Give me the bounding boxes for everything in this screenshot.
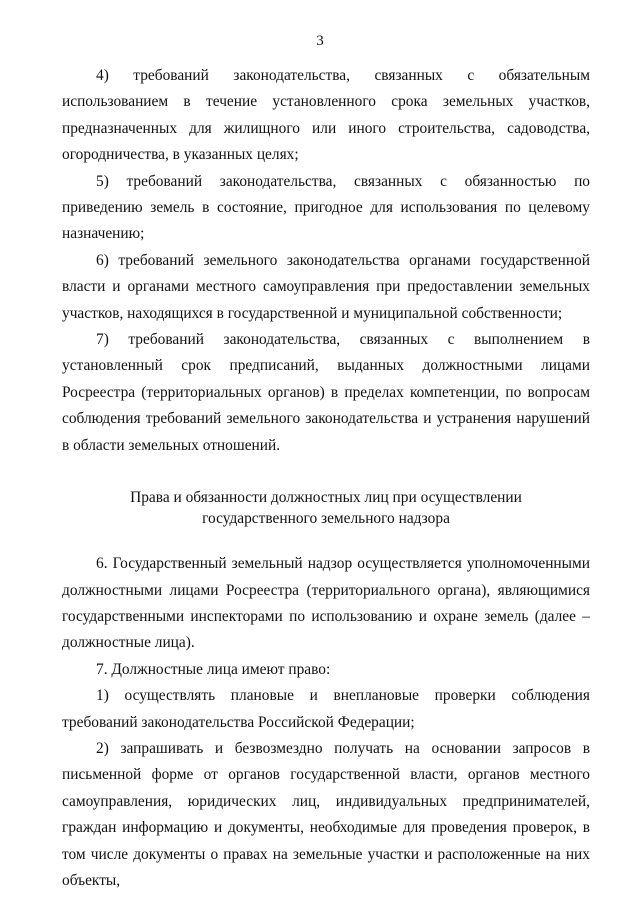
paragraph-clause-7: 7. Должностные лица имеют право: [96,660,331,678]
section-heading-line-1: Права и обязанности должностных лиц при осуществлении [130,489,522,507]
section-heading-line-2: государственного земельного надзора [202,510,450,528]
document-body [62,63,590,894]
paragraph-item-5: 5) требований законодательства, связанных с обязанностью по приведению земель в состояние, пригодное для использования по целевому назначению; [62,172,590,243]
paragraph-right-1: 1) осуществлять плановые и внеплановые проверки соблюдения требований законодательства Российской Федерации; [62,687,590,731]
paragraph-clause-6: 6. Государственный земельный надзор осуществляется уполномоченными должностными лицами Росреестра (территориального органа), являющимися государственными инспекторами по использованию и охране земель (далее – должностные лица). [62,555,590,652]
page-number: 3 [316,33,324,49]
paragraph-item-6: 6) требований земельного законодательства органами государственной власти и органами местного самоуправления при предоставлении земельных участков, находящихся в государственной и муниципальной собственности; [62,251,590,322]
paragraph-item-7: 7) требований законодательства, связанных с выполнением в установленный срок предписаний, выданных должностными лицами Росреестра (территориальных органов) в пределах компетенции, по вопросам соблюдения требований земельного законодательства и устранения нарушений в области земельных отношений. [62,331,590,454]
paragraph-right-2: 2) запрашивать и безвозмездно получать на основании запросов в письменной форме от органов государственной власти, органов местного самоуправления, юридических лиц, индивидуальных предпринимателей, граждан информацию и документы, необходимые для проведения проверок, в том числе документы о правах на земельные участки и расположенные на них объекты, [62,739,590,889]
section-heading [62,487,590,529]
paragraph-item-4: 4) требований законодательства, связанных с обязательным использованием в течение установленного срока земельных участков, предназначенных для жилищного или иного строительства, садоводства, огородничества, в указанных целях; [62,67,590,164]
